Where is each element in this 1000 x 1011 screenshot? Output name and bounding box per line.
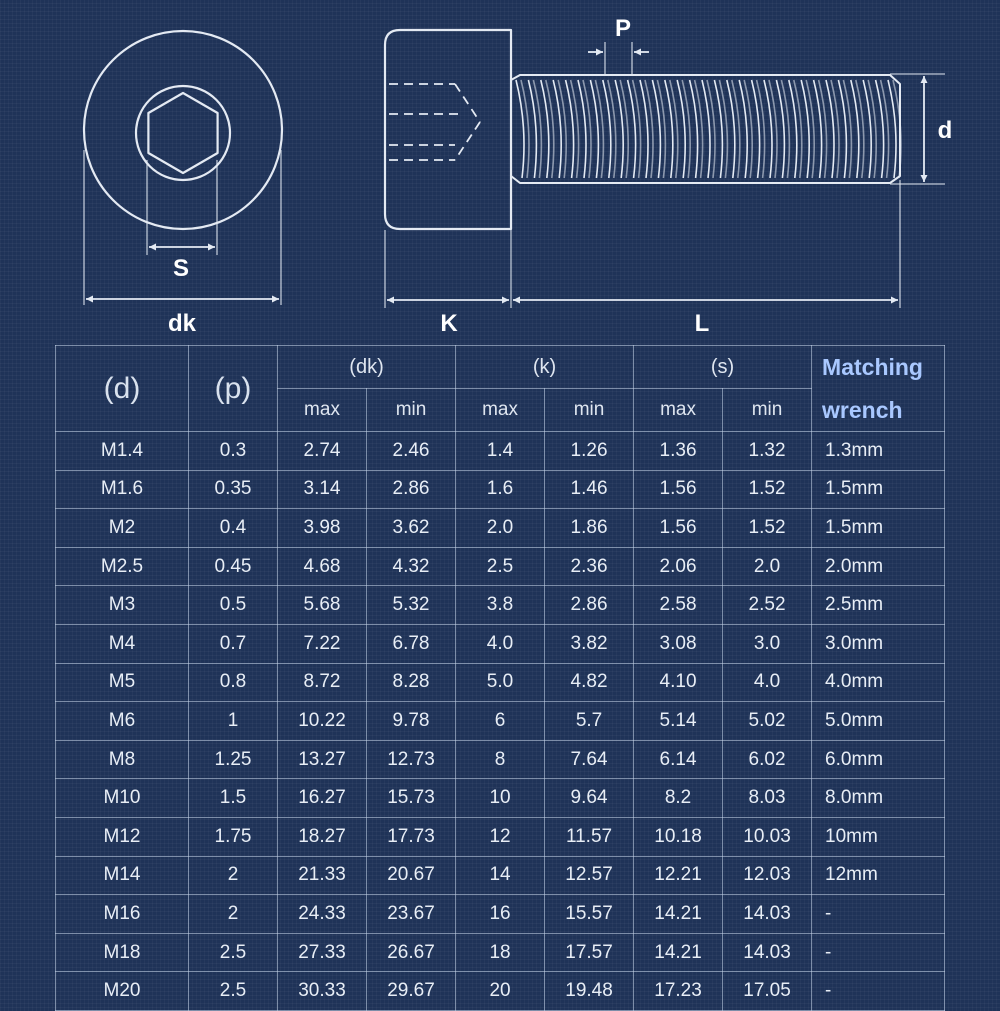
cell-k-min: 19.48 — [545, 972, 634, 1011]
table-row — [56, 470, 945, 509]
cell-s-max: 1.56 — [634, 509, 723, 548]
cell-wrench: - — [812, 972, 945, 1011]
cell-s-max: 6.14 — [634, 740, 723, 779]
table-row — [56, 972, 945, 1011]
cell-s-min: 8.03 — [723, 779, 812, 818]
cell-k-min: 3.82 — [545, 625, 634, 664]
cell-p: 1.25 — [189, 740, 278, 779]
cell-dk-max: 5.68 — [278, 586, 367, 625]
cell-s-max: 14.21 — [634, 895, 723, 934]
cell-s-min: 10.03 — [723, 818, 812, 857]
header-s: (s) — [634, 346, 812, 389]
cell-d: M2 — [56, 509, 189, 548]
cell-dk-max: 18.27 — [278, 818, 367, 857]
hex-socket-icon — [148, 93, 217, 173]
cell-k-min: 2.36 — [545, 547, 634, 586]
table-row — [56, 547, 945, 586]
cell-dk-max: 21.33 — [278, 856, 367, 895]
cell-p: 0.8 — [189, 663, 278, 702]
cell-dk-min: 29.67 — [367, 972, 456, 1011]
cell-p: 0.3 — [189, 432, 278, 471]
cell-p: 2.5 — [189, 972, 278, 1011]
cell-dk-min: 3.62 — [367, 509, 456, 548]
screw-diagram — [0, 0, 1000, 345]
header-s-min: min — [723, 389, 812, 432]
dimension-arrows — [86, 52, 924, 300]
cell-k-min: 1.46 — [545, 470, 634, 509]
table-row — [56, 432, 945, 471]
table-row — [56, 818, 945, 857]
cell-k-min: 12.57 — [545, 856, 634, 895]
cell-s-max: 1.36 — [634, 432, 723, 471]
cell-dk-min: 5.32 — [367, 586, 456, 625]
cell-k-max: 1.6 — [456, 470, 545, 509]
header-s-max: max — [634, 389, 723, 432]
screw-drawing — [0, 0, 1000, 345]
cell-dk-max: 3.14 — [278, 470, 367, 509]
cell-wrench: 2.0mm — [812, 547, 945, 586]
cell-wrench: 6.0mm — [812, 740, 945, 779]
head-top-view-circle — [84, 31, 282, 229]
cell-dk-min: 15.73 — [367, 779, 456, 818]
table-row — [56, 586, 945, 625]
cell-p: 0.7 — [189, 625, 278, 664]
cell-dk-max: 7.22 — [278, 625, 367, 664]
table-row — [56, 740, 945, 779]
p-dimension-label: P — [614, 15, 632, 42]
cell-s-min: 2.52 — [723, 586, 812, 625]
cell-s-min: 2.0 — [723, 547, 812, 586]
cell-wrench: 1.5mm — [812, 509, 945, 548]
cell-dk-min: 4.32 — [367, 547, 456, 586]
cell-k-max: 5.0 — [456, 663, 545, 702]
cell-k-max: 2.0 — [456, 509, 545, 548]
cell-k-max: 2.5 — [456, 547, 545, 586]
cell-k-min: 15.57 — [545, 895, 634, 934]
cell-wrench: 2.5mm — [812, 586, 945, 625]
cell-dk-max: 10.22 — [278, 702, 367, 741]
cell-dk-max: 30.33 — [278, 972, 367, 1011]
cell-d: M18 — [56, 933, 189, 972]
cell-p: 2 — [189, 895, 278, 934]
cell-s-max: 10.18 — [634, 818, 723, 857]
cell-dk-max: 24.33 — [278, 895, 367, 934]
cell-dk-min: 2.86 — [367, 470, 456, 509]
header-dk-min: min — [367, 389, 456, 432]
cell-s-min: 1.52 — [723, 509, 812, 548]
cell-k-max: 12 — [456, 818, 545, 857]
s-dimension-label: S — [172, 255, 190, 282]
cell-s-min: 6.02 — [723, 740, 812, 779]
cell-d: M1.6 — [56, 470, 189, 509]
cell-k-min: 4.82 — [545, 663, 634, 702]
cell-k-min: 7.64 — [545, 740, 634, 779]
cell-d: M20 — [56, 972, 189, 1011]
cell-dk-max: 3.98 — [278, 509, 367, 548]
cell-dk-min: 8.28 — [367, 663, 456, 702]
header-p: (p) — [189, 346, 278, 432]
cell-dk-min: 9.78 — [367, 702, 456, 741]
cell-s-max: 5.14 — [634, 702, 723, 741]
cell-s-min: 12.03 — [723, 856, 812, 895]
cell-wrench: 1.3mm — [812, 432, 945, 471]
cell-d: M16 — [56, 895, 189, 934]
cell-d: M3 — [56, 586, 189, 625]
cell-d: M1.4 — [56, 432, 189, 471]
cell-s-max: 14.21 — [634, 933, 723, 972]
cell-s-min: 5.02 — [723, 702, 812, 741]
screw-spec-table — [55, 345, 945, 1011]
table-row — [56, 625, 945, 664]
header-k-min: min — [545, 389, 634, 432]
cell-p: 2.5 — [189, 933, 278, 972]
cell-dk-max: 16.27 — [278, 779, 367, 818]
cell-s-max: 3.08 — [634, 625, 723, 664]
header-k: (k) — [456, 346, 634, 389]
cell-k-min: 5.7 — [545, 702, 634, 741]
cell-s-max: 8.2 — [634, 779, 723, 818]
cell-wrench: 4.0mm — [812, 663, 945, 702]
cell-d: M8 — [56, 740, 189, 779]
header-matching-wrench: Matching wrench — [812, 346, 945, 432]
extension-lines — [84, 42, 945, 308]
cell-wrench: 10mm — [812, 818, 945, 857]
cell-dk-min: 20.67 — [367, 856, 456, 895]
cell-wrench: 1.5mm — [812, 470, 945, 509]
cell-dk-max: 27.33 — [278, 933, 367, 972]
cell-d: M4 — [56, 625, 189, 664]
cell-dk-min: 17.73 — [367, 818, 456, 857]
table-row — [56, 779, 945, 818]
cell-s-max: 1.56 — [634, 470, 723, 509]
header-dk-max: max — [278, 389, 367, 432]
cell-p: 0.5 — [189, 586, 278, 625]
cell-dk-max: 4.68 — [278, 547, 367, 586]
dk-dimension-label: dk — [167, 310, 197, 337]
cell-s-min: 1.52 — [723, 470, 812, 509]
cell-k-min: 1.86 — [545, 509, 634, 548]
cell-k-max: 10 — [456, 779, 545, 818]
cell-s-max: 12.21 — [634, 856, 723, 895]
cell-k-min: 9.64 — [545, 779, 634, 818]
cell-s-min: 1.32 — [723, 432, 812, 471]
cell-k-max: 16 — [456, 895, 545, 934]
cell-d: M14 — [56, 856, 189, 895]
cell-s-min: 3.0 — [723, 625, 812, 664]
k-dimension-label: K — [440, 310, 458, 337]
cell-wrench: 12mm — [812, 856, 945, 895]
cell-s-max: 2.06 — [634, 547, 723, 586]
l-dimension-label: L — [694, 310, 710, 337]
cell-k-max: 14 — [456, 856, 545, 895]
cell-p: 0.4 — [189, 509, 278, 548]
cell-s-max: 2.58 — [634, 586, 723, 625]
cell-dk-min: 12.73 — [367, 740, 456, 779]
cell-k-min: 2.86 — [545, 586, 634, 625]
cell-dk-max: 13.27 — [278, 740, 367, 779]
table-row — [56, 933, 945, 972]
cell-dk-min: 6.78 — [367, 625, 456, 664]
cell-p: 1.5 — [189, 779, 278, 818]
cell-p: 1 — [189, 702, 278, 741]
header-d: (d) — [56, 346, 189, 432]
cell-wrench: 3.0mm — [812, 625, 945, 664]
cell-s-min: 14.03 — [723, 895, 812, 934]
cell-k-max: 8 — [456, 740, 545, 779]
table-row — [56, 702, 945, 741]
cell-p: 0.35 — [189, 470, 278, 509]
cell-d: M5 — [56, 663, 189, 702]
d-dimension-label: d — [937, 117, 953, 144]
screw-head-side — [385, 30, 511, 229]
screw-threads — [516, 80, 901, 178]
cell-k-min: 1.26 — [545, 432, 634, 471]
cell-wrench: - — [812, 895, 945, 934]
header-dk: (dk) — [278, 346, 456, 389]
header-k-max: max — [456, 389, 545, 432]
cell-d: M6 — [56, 702, 189, 741]
cell-s-min: 14.03 — [723, 933, 812, 972]
cell-k-max: 6 — [456, 702, 545, 741]
socket-circle — [136, 86, 230, 180]
cell-dk-max: 8.72 — [278, 663, 367, 702]
cell-s-max: 4.10 — [634, 663, 723, 702]
cell-dk-min: 2.46 — [367, 432, 456, 471]
cell-dk-min: 23.67 — [367, 895, 456, 934]
table-row — [56, 856, 945, 895]
cell-k-min: 11.57 — [545, 818, 634, 857]
cell-k-max: 4.0 — [456, 625, 545, 664]
cell-d: M2.5 — [56, 547, 189, 586]
cell-s-min: 4.0 — [723, 663, 812, 702]
cell-p: 0.45 — [189, 547, 278, 586]
spec-table-body — [56, 432, 945, 1011]
socket-hidden-lines — [389, 84, 480, 160]
cell-p: 1.75 — [189, 818, 278, 857]
table-row — [56, 509, 945, 548]
cell-wrench: 8.0mm — [812, 779, 945, 818]
table-row — [56, 663, 945, 702]
cell-s-max: 17.23 — [634, 972, 723, 1011]
cell-dk-max: 2.74 — [278, 432, 367, 471]
cell-k-min: 17.57 — [545, 933, 634, 972]
cell-k-max: 3.8 — [456, 586, 545, 625]
cell-k-max: 20 — [456, 972, 545, 1011]
cell-s-min: 17.05 — [723, 972, 812, 1011]
cell-wrench: 5.0mm — [812, 702, 945, 741]
cell-k-max: 18 — [456, 933, 545, 972]
cell-dk-min: 26.67 — [367, 933, 456, 972]
cell-k-max: 1.4 — [456, 432, 545, 471]
cell-d: M12 — [56, 818, 189, 857]
table-row — [56, 895, 945, 934]
cell-p: 2 — [189, 856, 278, 895]
cell-d: M10 — [56, 779, 189, 818]
cell-wrench: - — [812, 933, 945, 972]
